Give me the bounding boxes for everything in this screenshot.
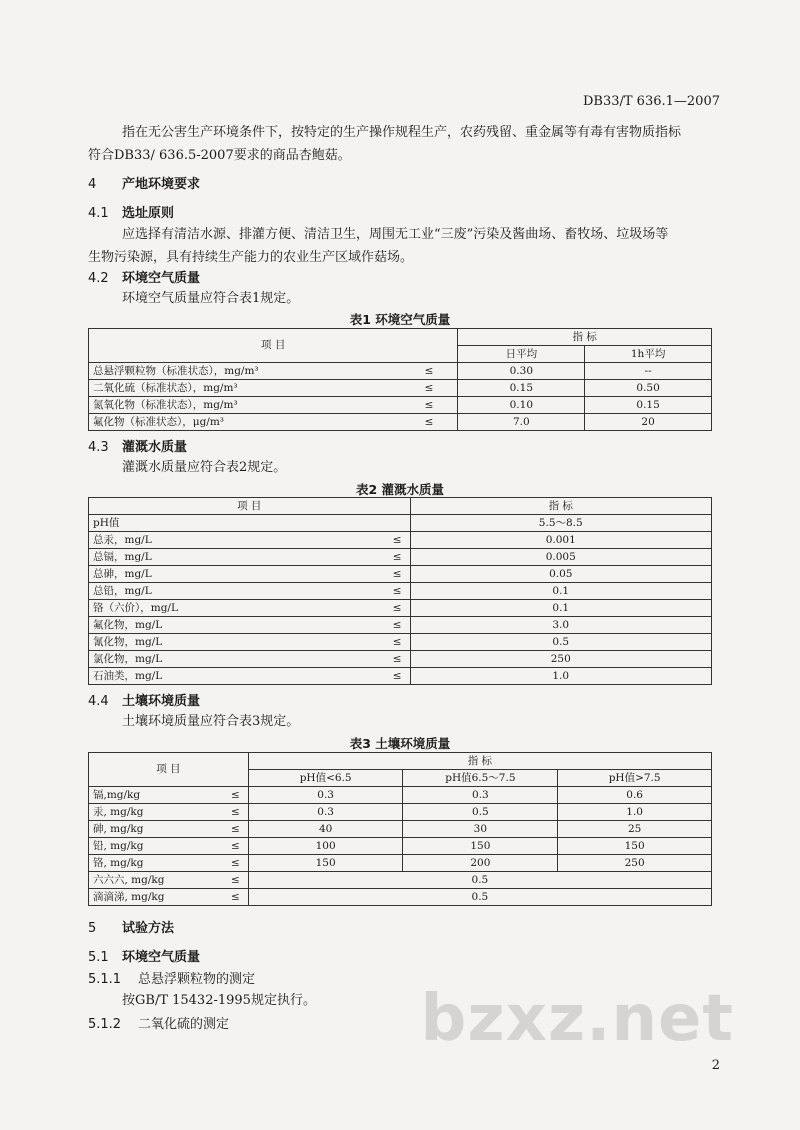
le-sign: ≤ xyxy=(392,533,402,546)
table-row xyxy=(89,617,712,634)
le-sign: ≤ xyxy=(392,618,402,631)
row-item: 氟化物，mg/L xyxy=(93,618,163,631)
section-5-heading xyxy=(88,917,174,936)
section-5-1-1-text: 按GB/T 15432-1995规定执行。 xyxy=(122,993,316,1008)
cell-ph-low: 150 xyxy=(248,855,403,872)
le-sign: ≤ xyxy=(230,890,240,903)
section-4-4-heading xyxy=(88,690,200,709)
table-2 xyxy=(88,497,712,685)
cell-ph-low: 40 xyxy=(248,821,403,838)
cell-value: 0.5 xyxy=(410,634,711,651)
section-title: 产地环境要求 xyxy=(122,177,201,192)
le-sign: ≤ xyxy=(230,839,240,852)
le-sign: ≤ xyxy=(392,635,402,648)
watermark: bzxz.net xyxy=(420,982,734,1056)
row-item: pH值 xyxy=(93,516,120,529)
cell-ph-mid: 30 xyxy=(403,821,558,838)
table-row xyxy=(89,363,712,380)
table-row xyxy=(89,380,712,397)
table-header-ph-mid: pH值6.5～7.5 xyxy=(403,770,558,787)
row-item: 铬（六价），mg/L xyxy=(93,601,178,614)
section-4-1-line-2: 生物污染源，具有持续生产能力的农业生产区域作菇场。 xyxy=(88,250,414,265)
cell-daily: 0.10 xyxy=(458,397,585,414)
table-row xyxy=(89,532,712,549)
le-sign: ≤ xyxy=(424,398,434,411)
section-number: 4.4 xyxy=(88,694,109,709)
section-title: 总悬浮颗粒物的测定 xyxy=(138,972,256,987)
le-sign: ≤ xyxy=(424,364,434,377)
cell-hourly: 0.50 xyxy=(585,380,712,397)
cell-value: 3.0 xyxy=(410,617,711,634)
table-row xyxy=(89,397,712,414)
le-sign: ≤ xyxy=(424,381,434,394)
section-title: 环境空气质量 xyxy=(122,950,201,965)
section-number: 5.1.2 xyxy=(88,1017,122,1032)
cell-ph-high: 150 xyxy=(558,838,712,855)
section-title: 选址原则 xyxy=(122,206,175,221)
table-row xyxy=(89,651,712,668)
le-sign: ≤ xyxy=(392,669,402,682)
row-item: 六六六, mg/kg xyxy=(93,873,165,886)
row-item: 汞, mg/kg xyxy=(93,805,144,818)
section-title: 环境空气质量 xyxy=(122,271,201,286)
section-5-1-heading xyxy=(88,946,200,965)
table-header-hourly: 1h平均 xyxy=(585,346,712,363)
cell-ph-mid: 0.3 xyxy=(403,787,558,804)
cell-value: 0.05 xyxy=(410,566,711,583)
cell-ph-mid: 200 xyxy=(403,855,558,872)
le-sign: ≤ xyxy=(230,856,240,869)
table-row xyxy=(89,583,712,600)
table-1-caption: 表1 环境空气质量 xyxy=(349,312,451,327)
cell-ph-mid: 0.5 xyxy=(403,804,558,821)
section-4-heading xyxy=(88,173,200,192)
le-sign: ≤ xyxy=(392,601,402,614)
section-number: 5.1.1 xyxy=(88,972,122,987)
table-row xyxy=(89,838,712,855)
section-title: 二氧化硫的测定 xyxy=(138,1017,230,1032)
table-header-index: 指 标 xyxy=(248,753,711,770)
table-header-ph-low: pH值<6.5 xyxy=(248,770,403,787)
section-number: 4.1 xyxy=(88,206,109,221)
row-item: 氯化物，mg/L xyxy=(93,652,163,665)
table-row xyxy=(89,515,712,532)
le-sign: ≤ xyxy=(230,873,240,886)
cell-ph-mid: 150 xyxy=(403,838,558,855)
table-header-index: 指 标 xyxy=(458,329,712,346)
cell-value: 0.005 xyxy=(410,549,711,566)
cell-daily: 0.30 xyxy=(458,363,585,380)
le-sign: ≤ xyxy=(392,550,402,563)
row-item: 二氧化硫（标准状态），mg/m³ xyxy=(93,381,238,394)
section-5-1-2-heading xyxy=(88,1013,229,1032)
table-row xyxy=(89,634,712,651)
cell-ph-high: 250 xyxy=(558,855,712,872)
section-4-1-heading xyxy=(88,202,174,221)
cell-value: 0.5 xyxy=(248,889,711,906)
row-item: 砷, mg/kg xyxy=(93,822,144,835)
section-4-2-heading xyxy=(88,267,200,286)
le-sign: ≤ xyxy=(392,584,402,597)
row-item: 总铅，mg/L xyxy=(93,584,152,597)
row-item: 氰化物，mg/L xyxy=(93,635,163,648)
cell-value: 5.5～8.5 xyxy=(410,515,711,532)
le-sign: ≤ xyxy=(392,652,402,665)
row-item: 铅, mg/kg xyxy=(93,839,144,852)
table-3 xyxy=(88,752,712,906)
le-sign: ≤ xyxy=(230,805,240,818)
row-item: 总汞，mg/L xyxy=(93,533,152,546)
section-title: 灌溉水质量 xyxy=(122,440,188,455)
row-item: 镉,mg/kg xyxy=(93,788,141,801)
table-row xyxy=(89,889,712,906)
cell-hourly: 0.15 xyxy=(585,397,712,414)
le-sign: ≤ xyxy=(392,567,402,580)
document-id: DB33/T 636.1—2007 xyxy=(582,94,720,109)
cell-daily: 7.0 xyxy=(458,414,585,431)
cell-value: 0.001 xyxy=(410,532,711,549)
table-header-item: 项 目 xyxy=(89,753,249,787)
table-2-caption: 表2 灌溉水质量 xyxy=(355,482,445,497)
section-number: 5.1 xyxy=(88,950,109,965)
cell-ph-high: 1.0 xyxy=(558,804,712,821)
le-sign: ≤ xyxy=(230,788,240,801)
le-sign: ≤ xyxy=(230,822,240,835)
table-header-item: 项 目 xyxy=(89,329,458,363)
table-header-ph-high: pH值>7.5 xyxy=(558,770,712,787)
table-row xyxy=(89,414,712,431)
section-4-3-heading xyxy=(88,436,187,455)
row-item: 总镉，mg/L xyxy=(93,550,152,563)
section-4-1-line-1: 应选择有清洁水源、排灌方便、清洁卫生，周围无工业“三废”污染及酱曲场、畜牧场、垃圾场等 xyxy=(122,227,669,242)
section-number: 4.2 xyxy=(88,271,109,286)
row-item: 滴滴涕, mg/kg xyxy=(93,890,165,903)
section-number: 5 xyxy=(88,921,97,936)
cell-value: 0.1 xyxy=(410,583,711,600)
section-number: 4 xyxy=(88,177,97,192)
cell-ph-low: 100 xyxy=(248,838,403,855)
table-row xyxy=(89,872,712,889)
table-row xyxy=(89,549,712,566)
cell-hourly: -- xyxy=(585,363,712,380)
row-item: 总悬浮颗粒物（标准状态），mg/m³ xyxy=(93,364,259,377)
table-header-item: 项 目 xyxy=(89,498,411,515)
section-title: 试验方法 xyxy=(122,921,175,936)
section-5-1-1-heading xyxy=(88,968,255,987)
table-header-index: 指 标 xyxy=(410,498,711,515)
table-1 xyxy=(88,328,712,431)
section-4-3-text: 灌溉水质量应符合表2规定。 xyxy=(122,460,287,475)
row-item: 氟化物（标准状态），μg/m³ xyxy=(93,415,224,428)
cell-ph-low: 0.3 xyxy=(248,804,403,821)
page-number: 2 xyxy=(711,1058,720,1073)
row-item: 总砷，mg/L xyxy=(93,567,152,580)
table-header-daily: 日平均 xyxy=(458,346,585,363)
section-4-2-text: 环境空气质量应符合表1规定。 xyxy=(122,291,300,306)
intro-line-2: 符合DB33/ 636.5-2007要求的商品杏鲍菇。 xyxy=(88,148,351,163)
cell-value: 1.0 xyxy=(410,668,711,685)
table-row xyxy=(89,668,712,685)
row-item: 铬, mg/kg xyxy=(93,856,144,869)
cell-daily: 0.15 xyxy=(458,380,585,397)
row-item: 石油类，mg/L xyxy=(93,669,163,682)
section-number: 4.3 xyxy=(88,440,109,455)
cell-ph-high: 0.6 xyxy=(558,787,712,804)
cell-ph-high: 25 xyxy=(558,821,712,838)
table-row xyxy=(89,600,712,617)
cell-value: 0.5 xyxy=(248,872,711,889)
row-item: 氮氧化物（标准状态），mg/m³ xyxy=(93,398,238,411)
section-4-4-text: 土壤环境质量应符合表3规定。 xyxy=(122,714,300,729)
table-3-caption: 表3 土壤环境质量 xyxy=(349,736,451,751)
cell-value: 250 xyxy=(410,651,711,668)
table-row xyxy=(89,855,712,872)
table-row xyxy=(89,566,712,583)
cell-ph-low: 0.3 xyxy=(248,787,403,804)
intro-line-1: 指在无公害生产环境条件下，按特定的生产操作规程生产，农药残留、重金属等有毒有害物质指标 xyxy=(122,125,682,140)
le-sign: ≤ xyxy=(424,415,434,428)
table-row xyxy=(89,804,712,821)
table-row xyxy=(89,787,712,804)
cell-value: 0.1 xyxy=(410,600,711,617)
cell-hourly: 20 xyxy=(585,414,712,431)
section-title: 土壤环境质量 xyxy=(122,694,201,709)
table-row xyxy=(89,821,712,838)
